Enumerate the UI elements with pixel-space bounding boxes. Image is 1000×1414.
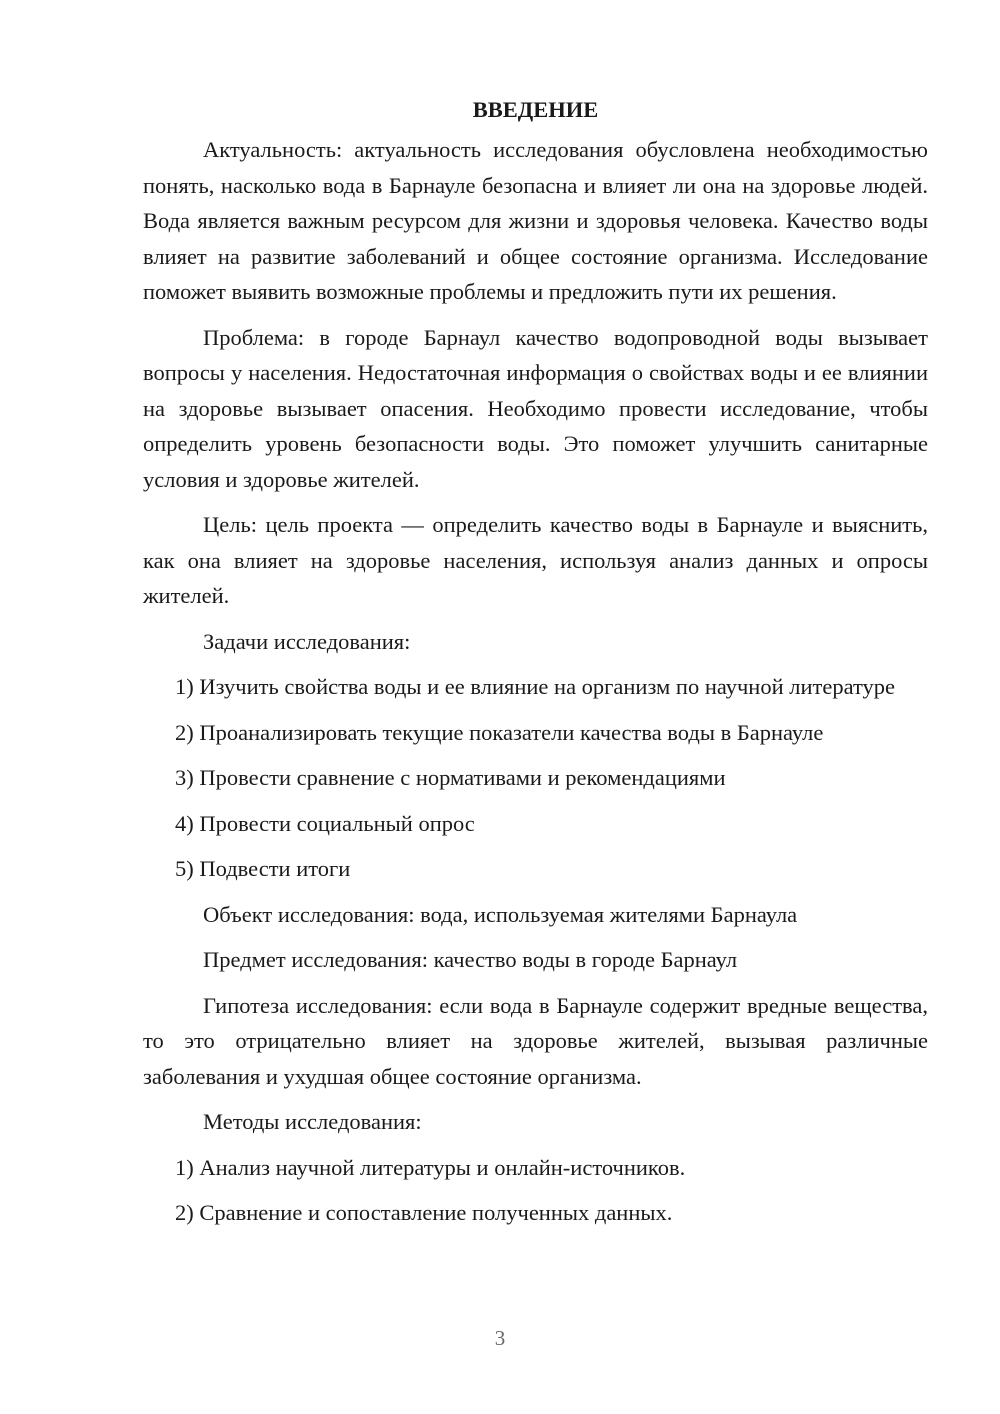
object-paragraph: Объект исследования: вода, используемая жителями Барнаула [203, 901, 798, 927]
task-item: 4) Провести социальный опрос [175, 810, 475, 836]
tasks-heading: Задачи исследования: [203, 628, 411, 654]
hypothesis-paragraph: Гипотеза исследования: если вода в Барнауле содержит вредные вещества, то это отрицательно влияет на здоровье жителей, вызывая различные заболевания и ухудшая общее состояние организма. [143, 992, 928, 1089]
relevance-paragraph: Актуальность: актуальность исследования обусловлена необходимостью понять, насколько вода в Барнауле безопасна и влияет ли она на здоровье людей. Вода является важным ресурсом для жизни и здоровья человека. Качество воды влияет на развитие заболеваний и общее состояние организма. Исследование поможет выявить возможные проблемы и предложить пути их решения. [143, 137, 928, 304]
task-item: 2) Проанализировать текущие показатели качества воды в Барнауле [175, 719, 824, 745]
problem-paragraph: Проблема: в городе Барнаул качество водопроводной воды вызывает вопросы у населения. Недостаточная информация о свойствах воды и ее влиянии на здоровье вызывает опасения. Необходимо провести исследование, чтобы определить уровень безопасности воды. Это поможет улучшить санитарные условия и здоровье жителей. [143, 324, 928, 492]
section-title: ВВЕДЕНИЕ [472, 97, 599, 122]
task-item: 5) Подвести итоги [175, 856, 351, 881]
method-item: 1) Анализ научной литературы и онлайн-источников. [175, 1154, 686, 1180]
methods-list [143, 1150, 928, 1231]
goal-paragraph: Цель: цель проекта — определить качество воды в Барнауле и выяснить, как она влияет на здоровье населения, используя анализ данных и опросы жителей. [143, 512, 928, 608]
task-item: 1) Изучить свойства воды и ее влияние на организм по научной литературе [175, 674, 895, 699]
methods-heading: Методы исследования: [203, 1109, 422, 1134]
tasks-list [143, 669, 928, 887]
document-page [143, 92, 928, 1241]
method-item: 2) Сравнение и сопоставление полученных данных. [175, 1200, 673, 1225]
subject-paragraph: Предмет исследования: качество воды в городе Барнаул [203, 947, 738, 972]
page-number: 3 [494, 1326, 506, 1350]
task-item: 3) Провести сравнение с нормативами и рекомендациями [175, 765, 726, 790]
